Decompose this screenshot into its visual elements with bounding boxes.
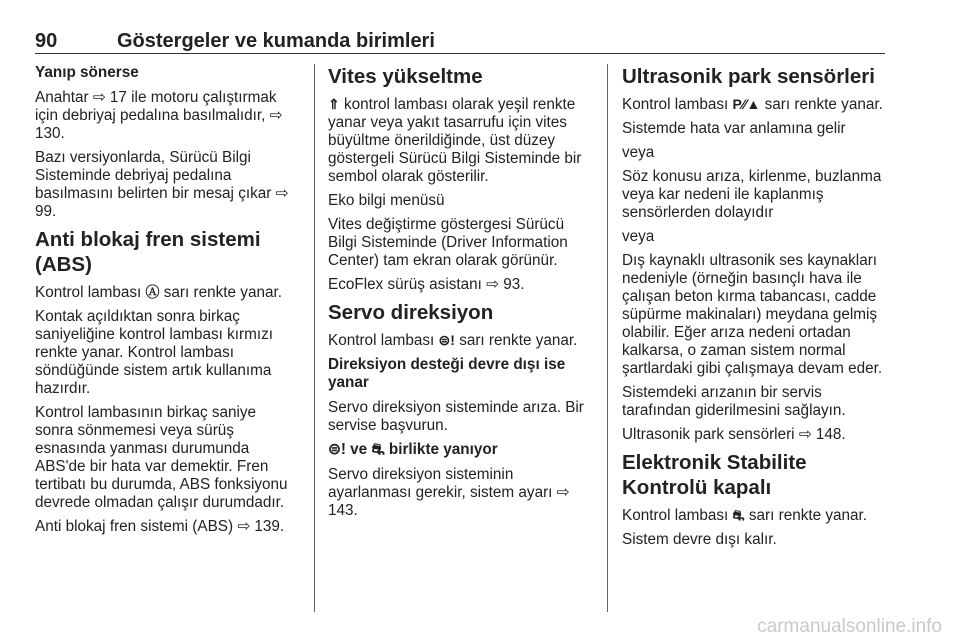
paragraph: Anti blokaj fren sistemi (ABS) ⇨ 139. [35,518,285,535]
page-title: Göstergeler ve kumanda birimleri [117,30,435,52]
paragraph: Sistemdeki arızanın bir servis tarafından giderilmesini sağlayın. [622,384,846,419]
paragraph: veya [622,144,655,161]
abs-warning-icon: Ⓐ [145,284,160,300]
section-title: Ultrasonik park sensörleri [622,65,875,88]
paragraph: Kontrol lambası P⁄⁄▲ sarı renkte yanar. [622,96,883,113]
watermark: carmanualsonline.info [757,616,942,637]
section-heading: Yanıp sönerse [35,64,139,81]
paragraph: Bazı versiyonlarda, Sürücü Bilgi Sisteminde debriyaj pedalına basılmasını belirten bir mesaj çıkar ⇨ 99. [35,149,289,220]
paragraph: Dış kaynaklı ultrasonik ses kaynakları nedeniyle (örneğin basınçlı hava ile çalışan beton kırma tabancası, cadde süpürme makinaları) meydana gelmiş olabilir. Eğer arıza nedeni ortadan kalkarsa, o zaman sistem normal şartlardaki gibi çalışmaya devam eder. [622,252,883,377]
shift-up-icon: ⇑ [328,96,340,112]
paragraph: Kontrol lambası ⛐ sarı renkte yanar. [622,507,868,524]
esc-off-icon: ⛐ [732,507,745,523]
paragraph: Anahtar ⇨ 17 ile motoru çalıştırmak için debriyaj pedalına basılmalıdır, ⇨ 130. [35,89,283,142]
paragraph: Vites değiştirme göstergesi Sürücü Bilgi Sisteminde (Driver Information Center) tam ekran olarak görünür. [328,216,568,269]
page-number: 90 [35,30,58,52]
section-title: Servo direksiyon [328,301,494,324]
paragraph: Eko bilgi menüsü [328,192,445,209]
section-title: Anti blokaj fren sistemi (ABS) [35,228,261,276]
section-title: Elektronik Stabilite Kontrolü kapalı [622,451,807,499]
paragraph: Söz konusu arıza, kirlenme, buzlanma veya kar nedeni ile kaplanmış sensörlerden dolayıdır [622,168,882,221]
power-steering-icon: ⊜! [438,332,455,348]
paragraph: Ultrasonik park sensörleri ⇨ 148. [622,426,846,443]
paragraph: Servo direksiyon sisteminde arıza. Bir servise başvurun. [328,399,584,434]
page-header [35,30,885,58]
paragraph: Kontrol lambasının birkaç saniye sonra sönmemesi veya sürüş esnasında yanması durumunda ABS'de bir hata var demektir. Fren tertibatı bu durumda, ABS fonksiyonu devrede olmadan çalışır durumdadır. [35,404,288,511]
paragraph: EcoFlex sürüş asistanı ⇨ 93. [328,276,525,293]
paragraph: Sistem devre dışı kalır. [622,531,777,548]
section-heading: Direksiyon desteği devre dışı ise yanar [328,356,566,391]
section-title: Vites yükseltme [328,65,483,88]
paragraph: Sistemde hata var anlamına gelir [622,120,846,137]
column-divider [607,64,608,612]
paragraph: veya [622,228,655,245]
paragraph: Kontak açıldıktan sonra birkaç saniyeliğine kontrol lambası kırmızı renkte yanar. Kontrol lambası söndüğünde sistem artık kullanıma hazırdır. [35,308,274,397]
park-sensor-icon: P⁄⁄▲ [732,96,761,112]
section-heading: ⊜! ve ⛐ birlikte yanıyor [328,441,498,458]
esc-icon: ⛐ [371,441,385,458]
paragraph: Kontrol lambası ⊜! sarı renkte yanar. [328,332,578,349]
header-rule [35,53,885,54]
column-divider [314,64,315,612]
column-2 [328,64,596,526]
power-steering-icon: ⊜! [328,441,346,458]
column-1 [35,64,297,542]
paragraph: Servo direksiyon sisteminin ayarlanması gerekir, sistem ayarı ⇨ 143. [328,466,570,519]
paragraph: Kontrol lambası Ⓐ sarı renkte yanar. [35,284,282,301]
paragraph: ⇑ kontrol lambası olarak yeşil renkte yanar veya yakıt tasarrufu için vites büyültme önerildiğinde, üst düzey göstergeli Sürücü Bilgi Sisteminde bir sembol olarak gösterilir. [328,96,582,185]
column-3 [622,64,892,555]
